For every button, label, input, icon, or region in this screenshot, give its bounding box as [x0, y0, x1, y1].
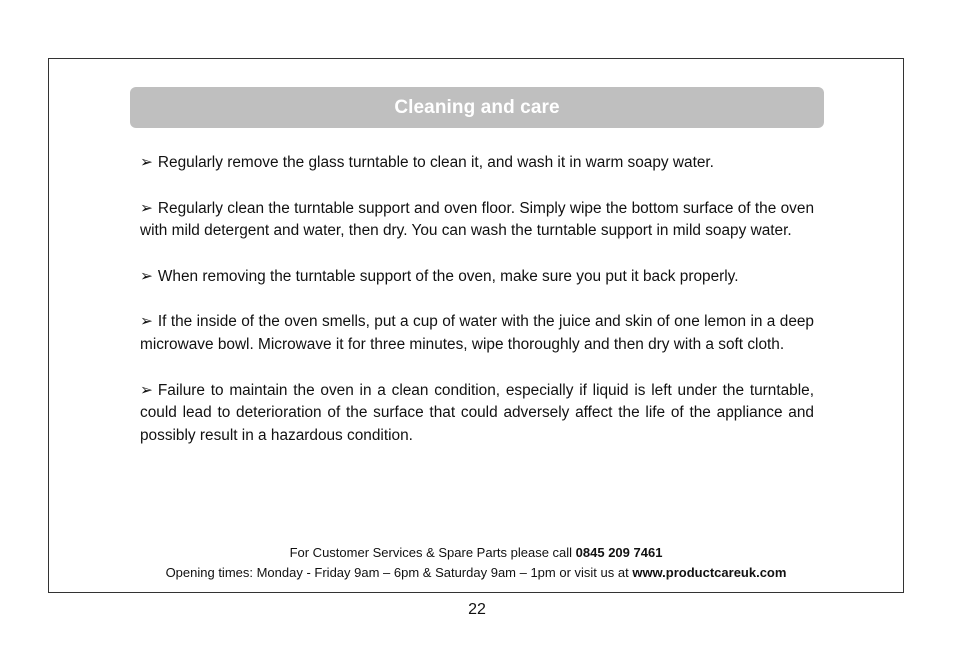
section-title: Cleaning and care — [394, 96, 560, 118]
footer-line-hours — [48, 563, 904, 583]
footer-hours-label: Opening times: Monday - Friday 9am – 6pm & Saturday 9am – 1pm or visit us at — [165, 565, 633, 580]
instruction-item — [140, 198, 814, 243]
arrow-bullet-icon: ➢ — [140, 267, 153, 285]
instruction-item — [140, 380, 814, 448]
care-instructions-list — [140, 152, 814, 447]
footer-phone-number: 0845 209 7461 — [575, 545, 663, 560]
instruction-text: Regularly remove the glass turntable to clean it, and wash it in warm soapy water. — [157, 154, 714, 171]
section-header — [130, 87, 824, 128]
footer-website: www.productcareuk.com — [632, 565, 787, 580]
page-number: 22 — [468, 601, 486, 618]
arrow-bullet-icon: ➢ — [140, 381, 153, 399]
arrow-bullet-icon: ➢ — [140, 199, 153, 217]
instruction-text: When removing the turntable support of the oven, make sure you put it back properly. — [157, 267, 739, 285]
instruction-text: Regularly clean the turntable support and oven floor. Simply wipe the bottom surface of the oven with mild detergent and water, then dry. You can wash the turntable support in mild soapy water. — [140, 199, 814, 240]
footer-phone-label: For Customer Services & Spare Parts please call — [289, 545, 576, 560]
instruction-text: If the inside of the oven smells, put a cup of water with the juice and skin of one lemon in a deep microwave bowl. Microwave it for three minutes, wipe thoroughly and then dry with a soft cloth. — [140, 313, 814, 353]
instruction-item — [140, 311, 814, 356]
instruction-item — [140, 266, 814, 289]
arrow-bullet-icon: ➢ — [140, 313, 153, 331]
instruction-text: Failure to maintain the oven in a clean condition, especially if liquid is left under the turntable, could lead to deterioration of the surface that could adversely affect the life of the appliance and possibly result in a hazardous condition. — [140, 381, 814, 444]
customer-service-footer — [48, 543, 904, 583]
footer-line-phone — [48, 543, 904, 563]
instruction-item — [140, 152, 814, 175]
arrow-bullet-icon: ➢ — [140, 154, 153, 171]
